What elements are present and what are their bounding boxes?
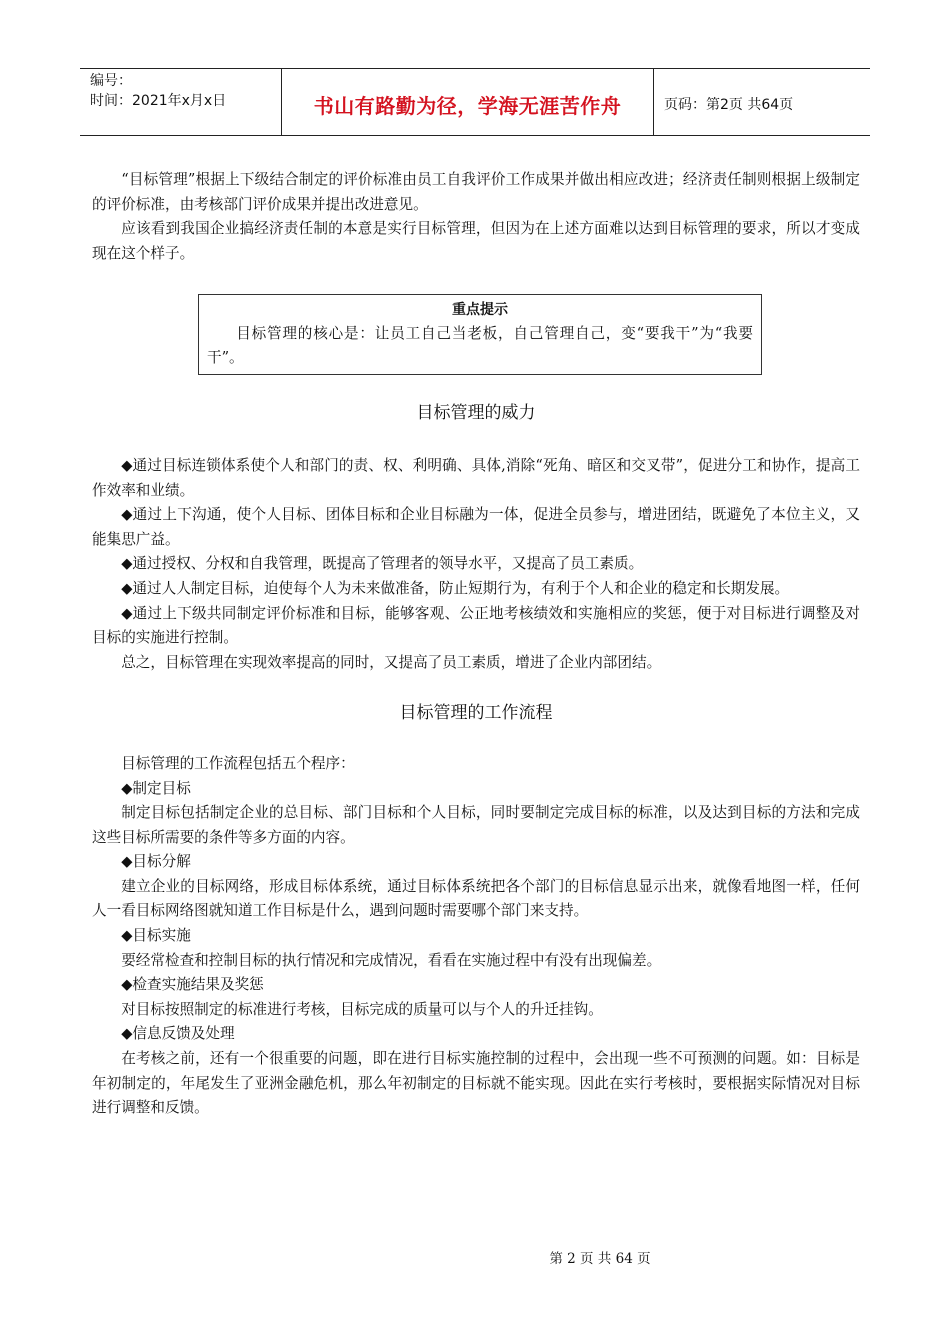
section-title-power: 目标管理的威力 [416, 403, 536, 424]
header-page-info: 页码：第2页 共64页 [664, 97, 794, 113]
time-label: 时间：2021年x月x日 [90, 93, 227, 109]
key-tip-body: 目标管理的核心是：让员工自己当老板，自己管理自己，变“要我干”为“我要干”。 [207, 325, 753, 367]
number-label: 编号： [90, 73, 132, 89]
power-item: ◆通过授权、分权和自我管理，既提高了管理者的领导水平，又提高了员工素质。 [121, 555, 644, 573]
key-tip-title: 重点提示 [452, 302, 508, 319]
key-tip-box [198, 294, 762, 375]
page-header [80, 68, 870, 136]
workflow-step-heading: ◆目标分解 [121, 853, 191, 871]
workflow-step-heading: ◆制定目标 [121, 779, 191, 797]
power-summary: 总之，目标管理在实现效率提高的同时，又提高了员工素质，增进了企业内部团结。 [121, 653, 662, 671]
header-meta [80, 69, 282, 135]
workflow-step-text: 对目标按照制定的标准进行考核，目标完成的质量可以与个人的升迁挂钩。 [121, 1000, 603, 1018]
workflow-intro: 目标管理的工作流程包括五个程序： [121, 754, 355, 772]
footer-page-number: 第 2 页 共 64 页 [549, 1251, 651, 1267]
power-item: ◆通过上下级共同制定评价标准和目标，能够客观、公正地考核绩效和实施相应的奖惩，便于对目标进行调整及对目标的实施进行控制。 [92, 604, 860, 647]
power-item: ◆通过上下沟通，使个人目标、团体目标和企业目标融为一体，促进全员参与，增进团结，既避免了本位主义，又能集思广益。 [92, 506, 860, 548]
header-motto: 书山有路勤为径，学海无涯苦作舟 [282, 69, 654, 135]
workflow-step-heading: ◆信息反馈及处理 [121, 1025, 235, 1043]
page-footer [0, 1247, 950, 1267]
intro-paragraph-2: 应该看到我国企业搞经济责任制的本意是实行目标管理，但因为在上述方面难以达到目标管理的要求，所以才变成现在这个样子。 [92, 220, 860, 262]
workflow-step-text: 要经常检查和控制目标的执行情况和完成情况，看看在实施过程中有没有出现偏差。 [121, 951, 662, 969]
workflow-step-text: 建立企业的目标网络，形成目标体系统，通过目标体系统把各个部门的目标信息显示出来，就像看地图一样，任何人一看目标网络图就知道工作目标是什么，遇到问题时需要哪个部门来支持。 [92, 877, 860, 920]
workflow-step-text: 制定目标包括制定企业的总目标、部门目标和个人目标，同时要制定完成目标的标准，以及达到目标的方法和完成这些目标所需要的条件等多方面的内容。 [92, 804, 860, 846]
workflow-step-text: 在考核之前，还有一个很重要的问题，即在进行目标实施控制的过程中，会出现一些不可预测的问题。如：目标是年初制定的，年尾发生了亚洲金融危机，那么年初制定的目标就不能实现。因此在实行考核时，要根据实际情况对目标进行调整和反馈。 [92, 1050, 860, 1117]
power-item: ◆通过目标连锁体系使个人和部门的责、权、利明确、具体,消除“死角、暗区和交叉带”，促进分工和协作，提高工作效率和业绩。 [92, 456, 860, 499]
document-body [92, 168, 860, 1121]
workflow-step-heading: ◆检查实施结果及奖惩 [121, 976, 264, 994]
section-title-workflow: 目标管理的工作流程 [399, 703, 553, 724]
intro-paragraph-1: “目标管理”根据上下级结合制定的评价标准由员工自我评价工作成果并做出相应改进；经济责任制则根据上级制定的评价标准，由考核部门评价成果并提出改进意见。 [92, 171, 860, 213]
power-item: ◆通过人人制定目标，迫使每个人为未来做准备，防止短期行为，有利于个人和企业的稳定和长期发展。 [121, 579, 790, 597]
workflow-step-heading: ◆目标实施 [121, 927, 191, 945]
